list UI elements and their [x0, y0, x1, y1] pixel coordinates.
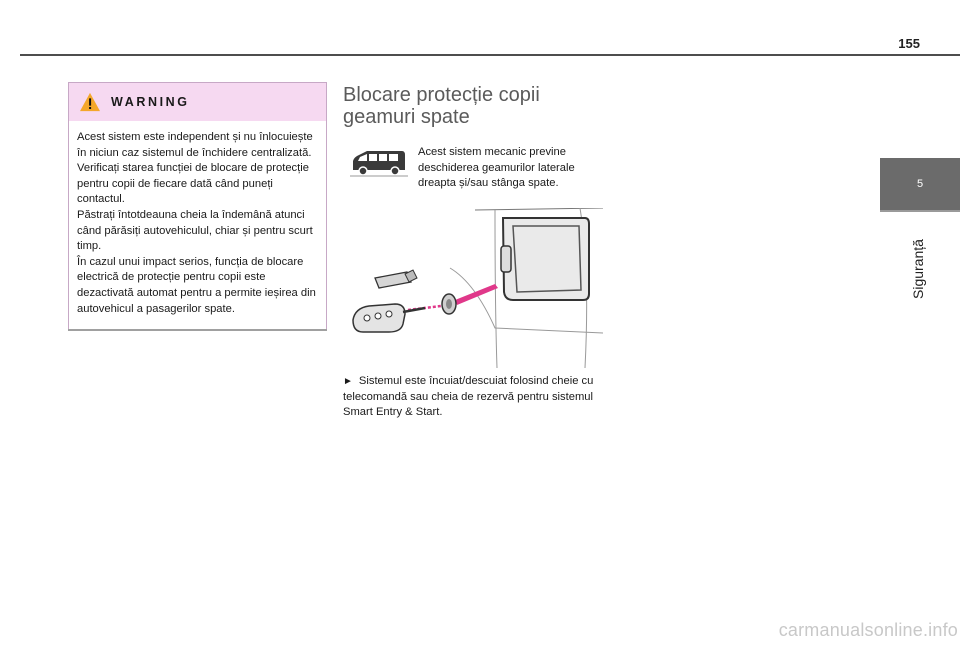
step-instruction [343, 374, 603, 421]
warning-line: Acest sistem este independent și nu înlocuiește în niciun caz sistemul de închidere centralizată. [77, 131, 313, 159]
step-text: Sistemul este încuiat/descuiat folosind cheie cu telecomandă sau cheia de rezervă pentru sistemul Smart Entry & Start. [343, 375, 594, 419]
warning-header [69, 83, 326, 121]
step-arrow: ► [343, 376, 353, 387]
warning-line: Păstrați întotdeauna cheia la îndemână atunci când părăsiți autovehiculul, chiar și pentru scurt timp. [77, 208, 313, 253]
warning-box [68, 82, 327, 331]
van-silhouette-icon [350, 148, 408, 178]
chapter-title-text: Siguranță [910, 239, 926, 299]
warning-title: WARNING [111, 95, 190, 109]
warning-triangle-icon [79, 92, 101, 112]
chapter-title [880, 215, 960, 305]
warning-line: În cazul unui impact serios, funcția de blocare electrică de protecție pentru copii este dezactivată automat pentru a permite ieșirea din autovehicul a pasagerilor spate. [77, 255, 316, 315]
section-intro: Acest sistem mecanic previne deschiderea geamurilor laterale dreapta și/sau stânga spate. [418, 146, 575, 190]
warning-line: Verificați starea funcției de blocare de protecție pentru copii de fiecare dată când puneți contactul. [77, 162, 309, 206]
chapter-rule [880, 210, 960, 212]
warning-bottom-rule [68, 329, 327, 331]
page-number: 155 [898, 36, 920, 51]
section-title [343, 84, 603, 128]
watermark: carmanualsonline.info [778, 620, 958, 640]
top-rule [20, 54, 960, 56]
warning-body [69, 121, 326, 317]
child-lock-illustration [345, 208, 603, 368]
section-title-line: Blocare protecție copii [343, 84, 540, 106]
section-title-line: geamuri spate [343, 106, 470, 128]
chapter-tab[interactable]: 5 [880, 158, 960, 210]
